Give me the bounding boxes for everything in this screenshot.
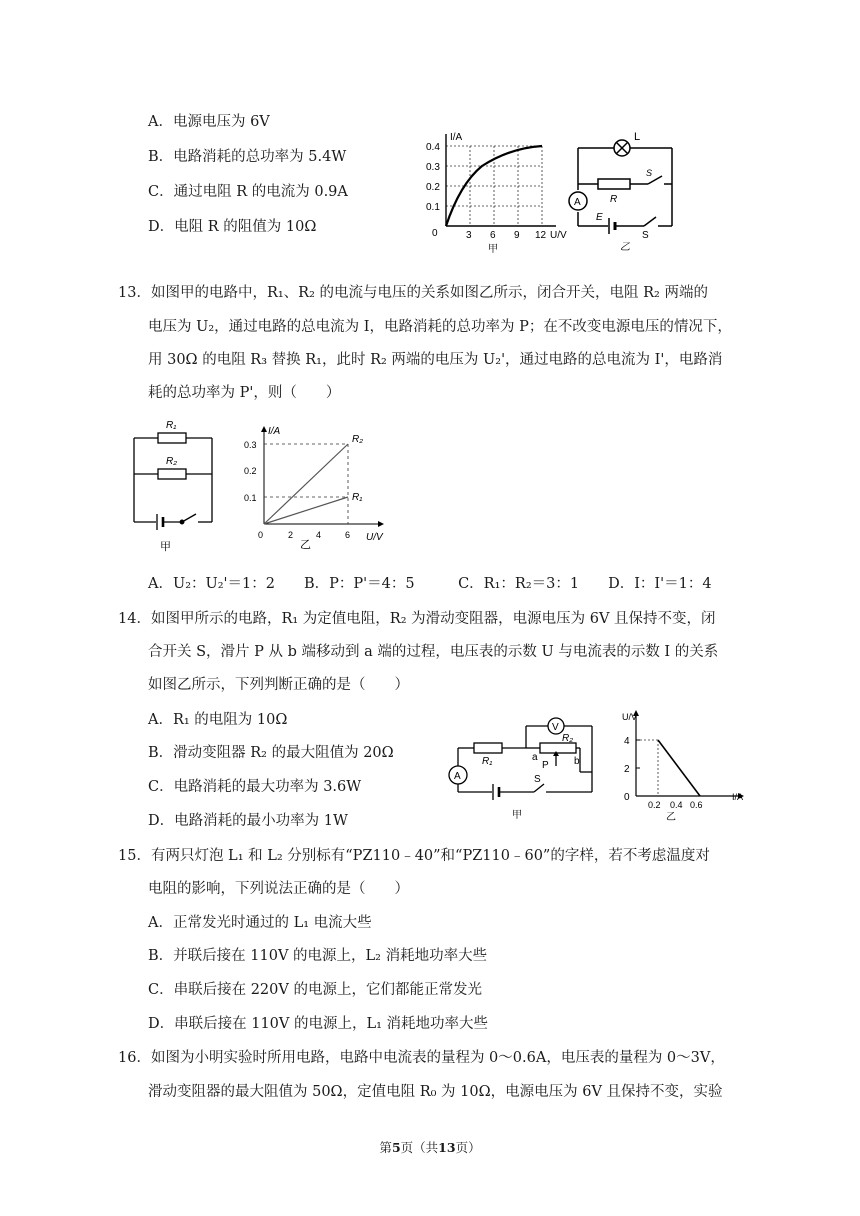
q12-graph-ytick: 0.2 [426,182,440,193]
q12-graph-ytick: 0.1 [426,202,440,213]
q12-graph [420,126,570,254]
q14-ammeter-label: A [454,771,461,782]
q14-stem-line: 14．如图甲所示的电路，R₁ 为定值电阻，R₂ 为滑动变阻器，电源电压为 6V 且保持不变，闭 [118,611,716,627]
q15-option-d: D．串联后接在 110V 的电源上，L₁ 消耗地功率大些 [148,1016,489,1032]
footer-page-number: 5 [391,1140,401,1155]
q14-graph-origin: 0 [624,792,630,803]
q12-graph-xtick: 9 [514,230,520,241]
q12-graph-xtick: 12 [535,230,547,241]
q14-graph-ytick: 2 [624,764,630,775]
q14-option-b: B．滑动变阻器 R₂ 的最大阻值为 20Ω [148,745,394,761]
q12-graph-origin: 0 [432,228,438,239]
q14-voltmeter-label: V [552,722,559,733]
page-footer [0,1138,860,1156]
q14-r1-label: R₁ [482,756,493,767]
q12-graph-xlabel: U/V [550,230,567,241]
q13-r2-label: R₂ [166,456,178,467]
q15-stem-line: 15．有两只灯泡 L₁ 和 L₂ 分别标有“PZ110﹣40”和“PZ110﹣60”的字样，若不考虑温度对 [118,848,710,864]
q12-option-b: B．电路消耗的总功率为 5.4W [148,149,347,165]
q13-graph-caption: 乙 [300,539,311,551]
q13-graph-ylabel: I/A [268,426,281,437]
q14-graph-caption: 乙 [666,812,676,823]
q13-graph-xlabel: U/V [366,532,383,543]
q12-circuit [568,126,688,254]
q12-ammeter-label: A [574,197,581,208]
q12-graph-ytick: 0.4 [426,142,440,153]
q13-options: A．U₂：U₂'＝1：2 B．P：P'＝4：5 C．R₁：R₂＝3：1 D．I：I'＝1：4 [148,576,712,592]
q13-circuit-caption: 甲 [160,541,171,553]
q14-option-a: A．R₁ 的电阻为 10Ω [148,712,288,728]
q13-r1-label: R₁ [166,420,177,431]
q13-stem-line: 电压为 U₂，通过电路的总电流为 I，电路消耗的总功率为 P；在不改变电源电压的情况下， [148,319,732,335]
q12-option-c: C．通过电阻 R 的电流为 0.9A [148,184,348,200]
q12-graph-ytick: 0.3 [426,162,440,173]
q14-end-b-label: b [574,756,580,767]
q12-circuit-caption: 乙 [620,242,630,253]
q14-graph-xtick: 0.4 [670,800,683,810]
q12-graph-xtick: 3 [466,230,472,241]
q13-graph-xtick: 4 [316,530,322,540]
q14-switch-label: S [534,774,541,785]
q13-graph [244,420,394,554]
q14-stem-line: 如图乙所示，下列判断正确的是（ ） [148,677,409,693]
q16-stem-line: 滑动变阻器的最大阻值为 50Ω，定值电阻 R₀ 为 10Ω，电源电压为 6V 且保持不变，实验 [148,1084,723,1100]
q13-graph-ytick: 0.1 [244,493,257,503]
q16-stem-line: 16．如图为小明实验时所用电路，电路中电流表的量程为 0～0.6A，电压表的量程为 0～3V， [118,1050,725,1066]
q13-stem-line: 耗的总功率为 P'，则（ ） [148,385,341,401]
q14-graph [616,706,754,824]
q15-stem-line: 电阻的影响，下列说法正确的是（ ） [148,881,409,897]
q14-circuit [440,716,610,824]
q12-switch1-label: S [646,168,653,178]
q12-resistor-label: R [610,194,618,205]
q13-graph-line-r2: R₂ [352,434,364,445]
footer-suffix: 页） [455,1140,481,1155]
q14-r2-label: R₂ [562,733,574,744]
q13-graph-xtick: 0 [258,530,264,540]
q14-slider-label: P [542,760,549,771]
q12-graph-caption: 甲 [488,244,498,254]
q12-graph-ylabel: I/A [450,132,463,143]
q13-graph-ytick: 0.2 [244,466,257,476]
q14-graph-xtick: 0.2 [648,800,661,810]
q13-stem-line: 13．如图甲的电路中，R₁、R₂ 的电流与电压的关系如图乙所示，闭合开关，电阻 R₂ 两端的 [118,285,708,301]
q14-option-c: C．电路消耗的最大功率为 3.6W [148,779,362,795]
q12-graph-xtick: 6 [490,230,496,241]
q13-graph-xtick: 2 [288,530,294,540]
footer-prefix: 第 [379,1140,392,1155]
footer-middle: 页（共 [400,1140,439,1155]
q13-stem-line: 用 30Ω 的电阻 R₃ 替换 R₁，此时 R₂ 两端的电压为 U₂'，通过电路的总电流为 I'，电路消 [148,352,723,368]
q14-graph-xlabel: I/A [732,792,744,802]
q14-graph-ytick: 4 [624,736,630,747]
q15-option-c: C．串联后接在 220V 的电源上，它们都能正常发光 [148,982,482,998]
q13-graph-xtick: 6 [345,530,351,540]
q15-option-b: B．并联后接在 110V 的电源上，L₂ 消耗地功率大些 [148,948,488,964]
q13-graph-line-r1: R₁ [352,492,363,503]
q12-option-d: D．电阻 R 的阻值为 10Ω [148,219,317,235]
q13-circuit [126,414,222,554]
q14-graph-xtick: 0.6 [690,800,703,810]
q15-option-a: A．正常发光时通过的 L₁ 电流大些 [148,915,372,931]
q14-stem-line: 合开关 S，滑片 P 从 b 端移动到 a 端的过程，电压表的示数 U 与电流表的示数 I 的关系 [148,644,719,660]
q13-graph-ytick: 0.3 [244,440,257,450]
q12-switch-label: S [642,230,649,241]
q12-lamp-label: L [634,131,641,143]
q14-option-d: D．电路消耗的最小功率为 1W [148,813,348,829]
footer-total-pages: 13 [438,1140,456,1155]
q14-end-a-label: a [532,752,538,763]
q14-graph-ylabel: U/V [622,712,638,722]
q12-option-a: A．电源电压为 6V [148,114,270,130]
q12-battery-label: E [596,212,603,223]
q14-circuit-caption: 甲 [512,810,522,821]
